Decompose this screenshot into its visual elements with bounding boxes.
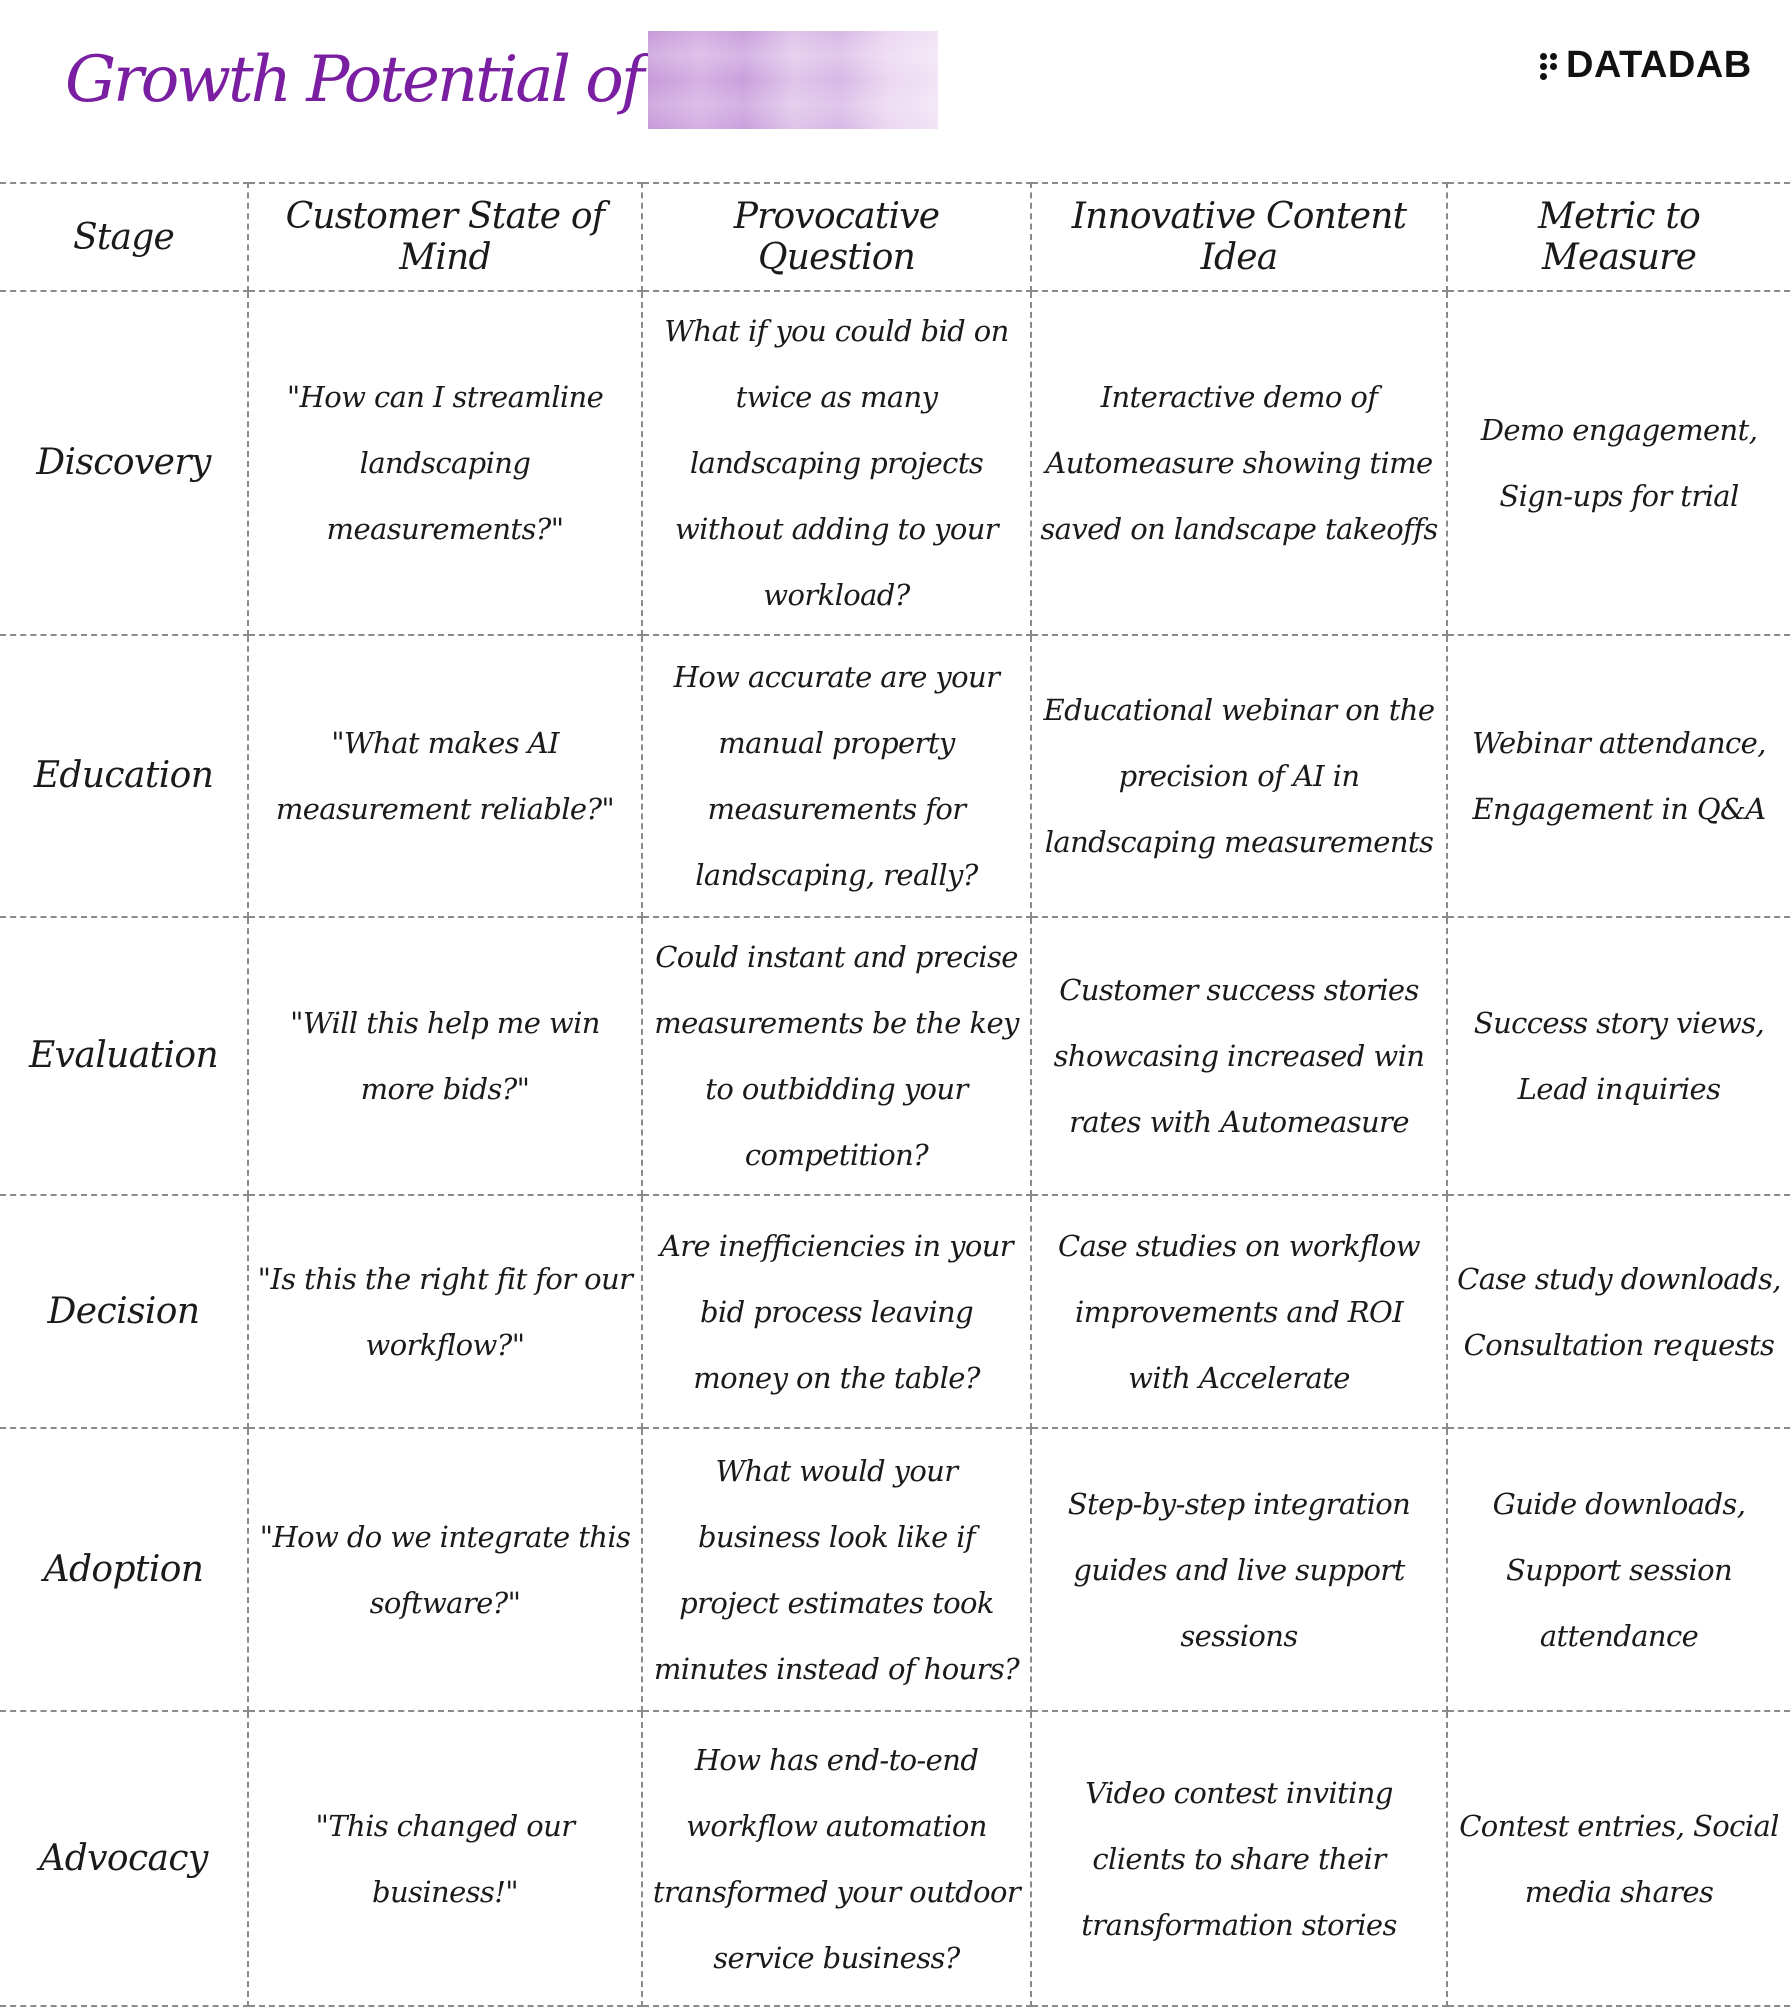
mind-cell: "This changed our business!" — [248, 1711, 642, 2006]
stage-cell: Evaluation — [0, 917, 248, 1195]
table-row — [0, 1195, 1790, 1428]
metric-cell: Webinar attendance, Engagement in Q&A — [1447, 635, 1790, 917]
page-title: Growth Potential of — [65, 43, 642, 117]
mind-cell: "What makes AI measurement reliable?" — [248, 635, 642, 917]
table-row — [0, 291, 1790, 635]
question-cell: Could instant and precise measurements be the key to outbidding your competition? — [642, 917, 1031, 1195]
column-header-provocative-question: Provocative Question — [642, 183, 1031, 291]
idea-cell: Step-by-step integration guides and live support sessions — [1031, 1428, 1447, 1711]
idea-cell: Customer success stories showcasing increased win rates with Automeasure — [1031, 917, 1447, 1195]
question-cell: How accurate are your manual property measurements for landscaping, really? — [642, 635, 1031, 917]
question-cell: What would your business look like if project estimates took minutes instead of hours? — [642, 1428, 1031, 1711]
metric-cell: Success story views, Lead inquiries — [1447, 917, 1790, 1195]
metric-cell: Demo engagement, Sign-ups for trial — [1447, 291, 1790, 635]
brand-dots-icon — [1540, 50, 1560, 82]
header-row — [0, 183, 1790, 291]
question-cell: What if you could bid on twice as many landscaping projects without adding to your workload? — [642, 291, 1031, 635]
idea-cell: Educational webinar on the precision of AI in landscaping measurements — [1031, 635, 1447, 917]
metric-cell: Contest entries, Social media shares — [1447, 1711, 1790, 2006]
funnel-table — [0, 182, 1790, 2007]
stage-cell: Discovery — [0, 291, 248, 635]
table-row — [0, 635, 1790, 917]
column-header-customer-state: Customer State of Mind — [248, 183, 642, 291]
stage-cell: Adoption — [0, 1428, 248, 1711]
column-header-content-idea: Innovative Content Idea — [1031, 183, 1447, 291]
mind-cell: "How can I streamline landscaping measurements?" — [248, 291, 642, 635]
brand-name: DATADAB — [1566, 44, 1752, 86]
mind-cell: "How do we integrate this software?" — [248, 1428, 642, 1711]
mind-cell: "Will this help me win more bids?" — [248, 917, 642, 1195]
idea-cell: Case studies on workflow improvements and ROI with Accelerate — [1031, 1195, 1447, 1428]
stage-cell: Advocacy — [0, 1711, 248, 2006]
table-row — [0, 1428, 1790, 1711]
header — [0, 0, 1790, 180]
funnel-table-container — [0, 182, 1790, 2007]
idea-cell: Video contest inviting clients to share their transformation stories — [1031, 1711, 1447, 2006]
metric-cell: Case study downloads, Consultation requests — [1447, 1195, 1790, 1428]
question-cell: Are inefficiencies in your bid process leaving money on the table? — [642, 1195, 1031, 1428]
question-cell: How has end-to-end workflow automation transformed your outdoor service business? — [642, 1711, 1031, 2006]
mind-cell: "Is this the right fit for our workflow?" — [248, 1195, 642, 1428]
redacted-company-name — [648, 31, 938, 129]
column-header-stage: Stage — [0, 183, 248, 291]
metric-cell: Guide downloads, Support session attendance — [1447, 1428, 1790, 1711]
table-row — [0, 917, 1790, 1195]
stage-cell: Education — [0, 635, 248, 917]
stage-cell: Decision — [0, 1195, 248, 1428]
brand-logo — [1540, 44, 1752, 87]
idea-cell: Interactive demo of Automeasure showing time saved on landscape takeoffs — [1031, 291, 1447, 635]
table-row — [0, 1711, 1790, 2006]
column-header-metric: Metric to Measure — [1447, 183, 1790, 291]
title-block — [65, 30, 938, 130]
